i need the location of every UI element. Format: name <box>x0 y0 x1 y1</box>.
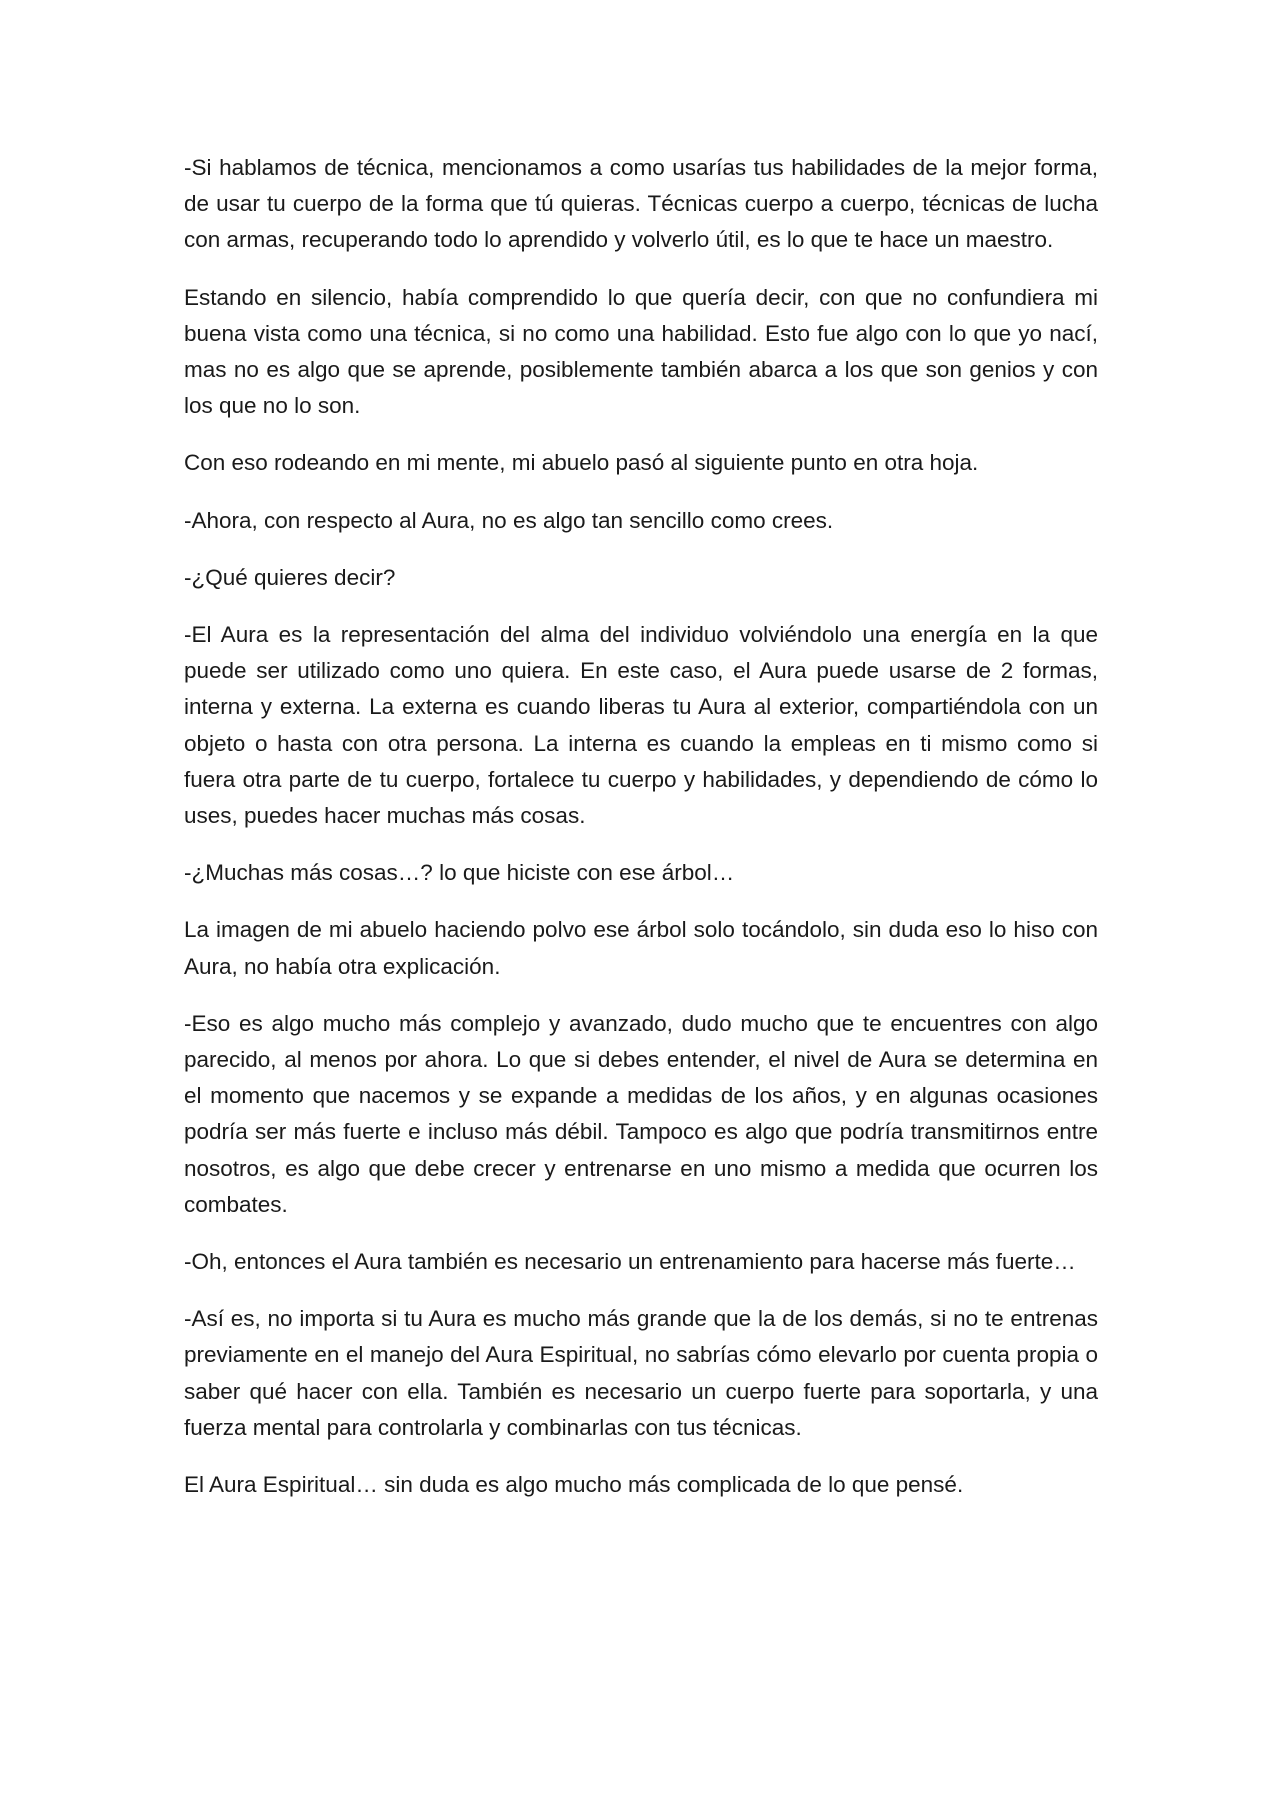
paragraph: El Aura Espiritual… sin duda es algo mucho más complicada de lo que pensé. <box>184 1472 964 1498</box>
paragraph: -Así es, no importa si tu Aura es mucho más grande que la de los demás, si no te entrenas previamente en el manejo del Aura Espiritual, no sabrías cómo elevarlo por cuenta propia o saber qué hacer con ella. También es necesario un cuerpo fuerte para soportarla, y una fuerza mental para controlarla y combinarlas con tus técnicas. <box>184 1306 1098 1440</box>
paragraph: Estando en silencio, había comprendido lo que quería decir, con que no confundiera mi buena vista como una técnica, si no como una habilidad. Esto fue algo con lo que yo nací, mas no es algo que se aprende, posiblemente también abarca a los que son genios y con los que no lo son. <box>184 284 1098 419</box>
document-page <box>184 150 1098 1524</box>
paragraph: -Eso es algo mucho más complejo y avanzado, dudo mucho que te encuentres con algo parecido, al menos por ahora. Lo que si debes entender, el nivel de Aura se determina en el momento que nacemos y se expande a medidas de los años, y en algunas ocasiones podría ser más fuerte e incluso más débil. Tampoco es algo que podría transmitirnos entre nosotros, es algo que debe crecer y entrenarse en uno mismo a medida que ocurren los combates. <box>184 1010 1098 1217</box>
paragraph: -Ahora, con respecto al Aura, no es algo tan sencillo como crees. <box>184 507 834 533</box>
paragraph: Con eso rodeando en mi mente, mi abuelo pasó al siguiente punto en otra hoja. <box>184 450 979 476</box>
paragraph: -Oh, entonces el Aura también es necesario un entrenamiento para hacerse más fuerte… <box>184 1249 1076 1275</box>
paragraph: -¿Qué quieres decir? <box>184 564 396 590</box>
paragraph: La imagen de mi abuelo haciendo polvo ese árbol solo tocándolo, sin duda eso lo hiso con Aura, no había otra explicación. <box>184 917 1098 979</box>
paragraph: -El Aura es la representación del alma del individuo volviéndolo una energía en la que puede ser utilizado como uno quiera. En este caso, el Aura puede usarse de 2 formas, interna y externa. La externa es cuando liberas tu Aura al exterior, compartiéndola con un objeto o hasta con otra persona. La interna es cuando la empleas en ti mismo como si fuera otra parte de tu cuerpo, fortalece tu cuerpo y habilidades, y dependiendo de cómo lo uses, puedes hacer muchas más cosas. <box>184 622 1098 829</box>
paragraph: -¿Muchas más cosas…? lo que hiciste con ese árbol… <box>184 860 735 886</box>
paragraph: -Si hablamos de técnica, mencionamos a como usarías tus habilidades de la mejor forma, de usar tu cuerpo de la forma que tú quieras. Técnicas cuerpo a cuerpo, técnicas de lucha con armas, recuperando todo lo aprendido y volverlo útil, es lo que te hace un maestro. <box>184 155 1098 253</box>
